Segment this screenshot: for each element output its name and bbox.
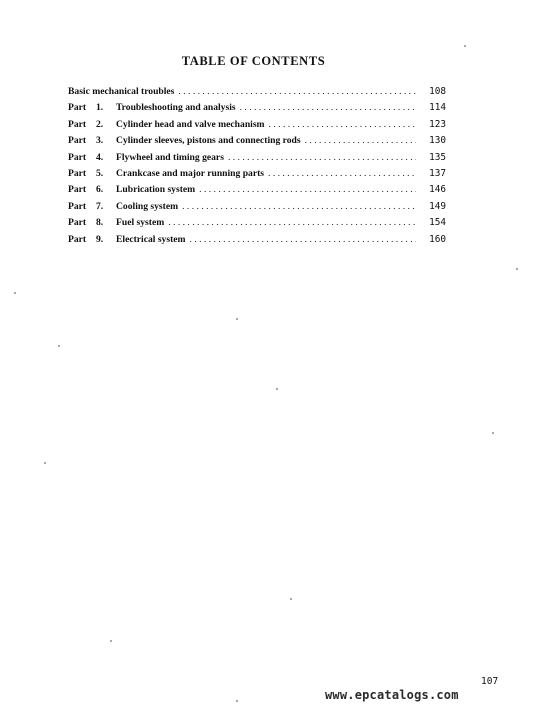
toc-part-label: Part (68, 135, 87, 147)
scan-speck (464, 45, 466, 47)
toc-entry-page: 160 (429, 233, 446, 245)
toc-part-label: Part (68, 167, 87, 179)
dot-leader (228, 152, 416, 163)
toc-part-number: 7. (96, 200, 104, 212)
toc-part-label: Part (68, 200, 87, 212)
toc-part-number: 3. (96, 135, 104, 147)
toc-entry-title: Flywheel and timing gears (116, 151, 224, 163)
toc-entry-page: 149 (429, 200, 446, 212)
toc-entry-part-6[interactable] (68, 184, 446, 200)
toc-part-label: Part (68, 118, 87, 130)
toc-entry-page: 114 (429, 102, 446, 114)
toc-entry-page: 130 (429, 135, 446, 147)
toc-entry-page: 154 (429, 217, 446, 229)
toc-entry-part-5[interactable] (68, 168, 446, 184)
toc-entry-title: Cylinder sleeves, pistons and connecting rods (116, 135, 301, 147)
toc-part-number: 6. (96, 184, 104, 196)
toc-entry-part-2[interactable] (68, 119, 446, 135)
dot-leader (240, 102, 416, 113)
toc-entry-title: Crankcase and major running parts (116, 167, 265, 179)
toc-part-label: Part (68, 184, 87, 196)
page-title: TABLE OF CONTENTS (181, 54, 326, 68)
dot-leader (178, 86, 416, 97)
scan-speck (492, 432, 494, 434)
dot-leader (305, 135, 416, 146)
scan-speck (14, 292, 16, 294)
toc-entry-part-4[interactable] (68, 152, 446, 168)
scan-speck (290, 598, 292, 600)
toc-entry-part-7[interactable] (68, 201, 446, 217)
page-number: 107 (481, 676, 499, 687)
dot-leader (199, 184, 416, 195)
toc-entry-title: Basic mechanical troubles (68, 86, 175, 97)
toc-entry-page: 135 (429, 151, 446, 163)
toc-part-number: 1. (96, 102, 104, 114)
toc-entry-part-9[interactable] (68, 234, 446, 250)
toc-entry-page: 146 (429, 184, 446, 196)
scan-speck (236, 318, 238, 320)
toc-entry-page: 123 (429, 118, 446, 130)
scan-speck (58, 345, 60, 347)
toc-entry-page: 137 (429, 167, 446, 179)
scan-speck (516, 268, 518, 270)
toc-entry-title: Troubleshooting and analysis (116, 102, 236, 114)
toc-part-label: Part (68, 102, 87, 114)
toc-entry-page: 108 (429, 86, 446, 97)
toc-entry-part-3[interactable] (68, 135, 446, 151)
scan-speck (276, 388, 278, 390)
dot-leader (168, 217, 416, 228)
toc-entry-title: Cooling system (116, 200, 179, 212)
scan-speck (110, 640, 112, 642)
toc-entry-part-1[interactable] (68, 102, 446, 118)
toc-part-number: 9. (96, 233, 104, 245)
toc-entry-basic[interactable] (68, 86, 446, 102)
dot-leader (269, 119, 416, 130)
scan-speck (44, 462, 46, 464)
toc-part-label: Part (68, 151, 87, 163)
toc-part-number: 5. (96, 167, 104, 179)
watermark-url[interactable]: www.epcatalogs.com (325, 688, 459, 702)
toc-entry-title: Cylinder head and valve mechanism (116, 118, 265, 130)
toc-part-number: 8. (96, 217, 104, 229)
toc-entry-title: Electrical system (116, 233, 186, 245)
toc-part-label: Part (68, 233, 87, 245)
toc-part-number: 4. (96, 151, 104, 163)
dot-leader (182, 201, 416, 212)
scan-speck (236, 700, 238, 702)
toc-entry-title: Lubrication system (116, 184, 196, 196)
toc-entry-title: Fuel system (116, 217, 165, 229)
dot-leader (190, 234, 416, 245)
table-of-contents (68, 86, 446, 250)
toc-part-label: Part (68, 217, 87, 229)
toc-part-number: 2. (96, 118, 104, 130)
dot-leader (268, 168, 416, 179)
toc-entry-part-8[interactable] (68, 217, 446, 233)
